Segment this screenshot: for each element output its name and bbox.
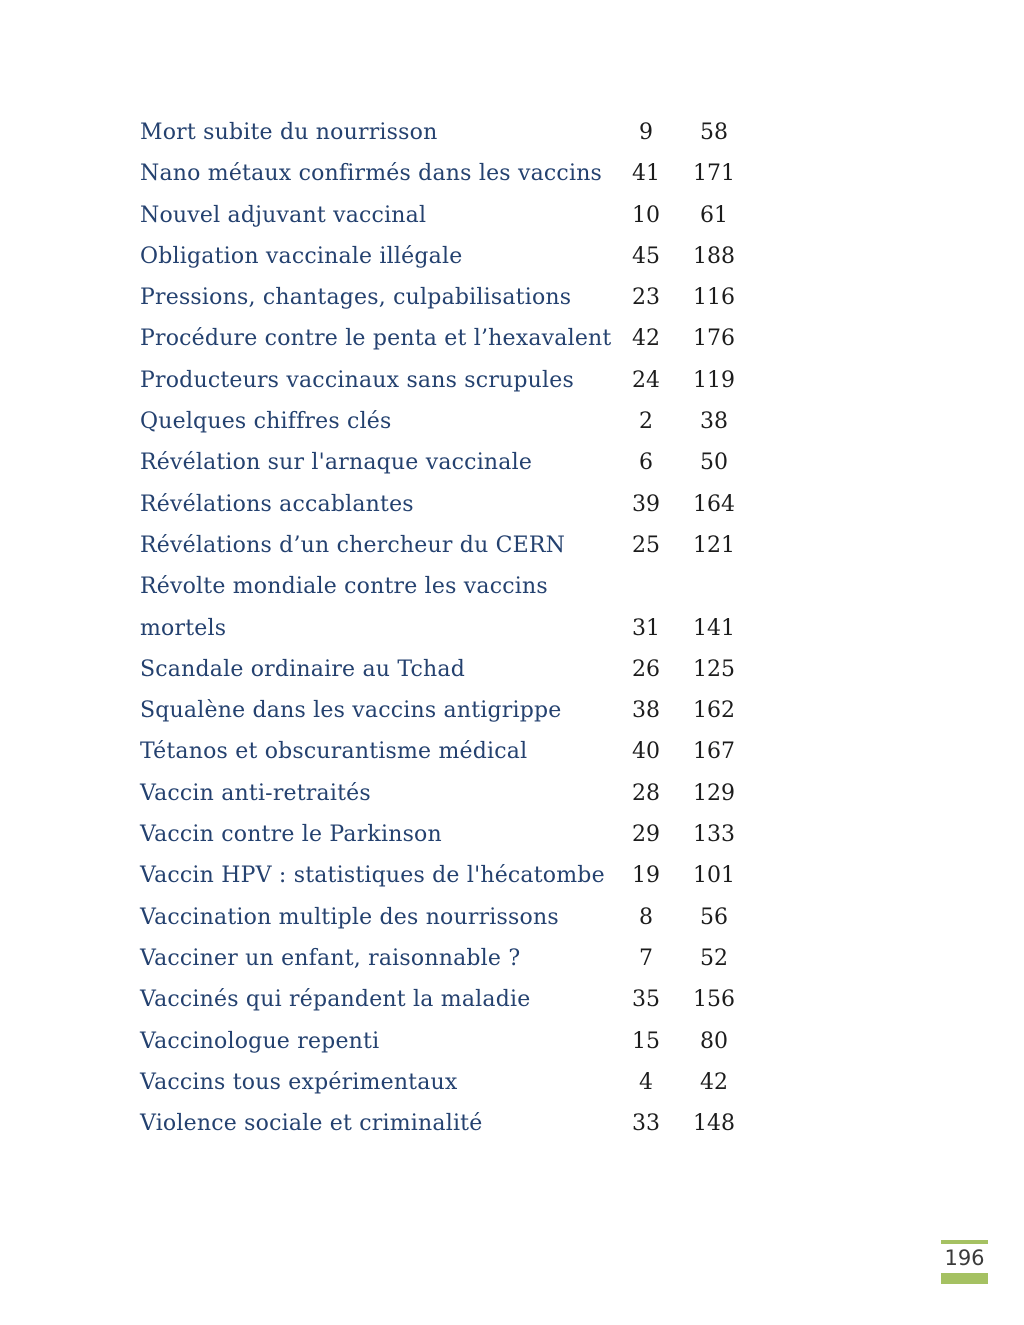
toc-entry-chapter-number: 28 [632, 780, 660, 806]
footer-bottom-bar [941, 1273, 988, 1284]
toc-entry-chapter-number: 7 [639, 945, 653, 971]
toc-entry-page-number: 56 [700, 904, 728, 930]
toc-entry-chapter-number: 29 [632, 822, 660, 848]
toc-entry-page-number: 119 [693, 367, 735, 393]
toc-entry-title: mortels [140, 615, 227, 641]
toc-entry-line [140, 318, 750, 359]
toc-entry-line [140, 525, 750, 566]
toc-entry-page-number: 148 [693, 1111, 735, 1137]
toc-entry-line [140, 360, 750, 401]
toc-entry-chapter-number: 38 [632, 698, 660, 724]
toc-entry-page-number: 141 [693, 615, 735, 641]
toc-entry-chapter-number: 19 [632, 863, 660, 889]
toc-entry-title: Révolte mondiale contre les vaccins [140, 574, 548, 600]
toc-entry-title: Quelques chiffres clés [140, 409, 392, 435]
toc-entry-line [140, 855, 750, 896]
toc-entry-line [140, 484, 750, 525]
toc-entry-page-number: 162 [693, 698, 735, 724]
toc-entry-chapter-number [614, 566, 678, 607]
toc-entry-title: Violence sociale et criminalité [140, 1111, 483, 1137]
toc-entry-title: Révélations accablantes [140, 491, 414, 517]
toc-entry-page-number: 167 [693, 739, 735, 765]
toc-entry-chapter-number: 45 [632, 243, 660, 269]
page-number: 196 [944, 1246, 985, 1270]
toc-entry-chapter-number: 41 [632, 161, 660, 187]
toc-entry-title: Nano métaux confirmés dans les vaccins [140, 161, 603, 187]
toc-entry-title: Tétanos et obscurantisme médical [140, 739, 528, 765]
toc-entry-page-number: 50 [700, 450, 728, 476]
toc-entry-page-number: 58 [700, 120, 728, 145]
toc-entry-page-number [678, 566, 750, 607]
toc-entry-title: Vaccinés qui répandent la maladie [140, 987, 531, 1013]
toc-entry-chapter-number: 35 [632, 987, 660, 1013]
toc-entry-title: Squalène dans les vaccins antigrippe [140, 698, 562, 724]
toc-entry-title: Révélation sur l'arnaque vaccinale [140, 450, 533, 476]
toc-entry-line [140, 938, 750, 979]
toc-entry-line [140, 773, 750, 814]
toc-entry-chapter-number: 42 [632, 326, 660, 352]
toc-entry-page-number: 101 [693, 863, 735, 889]
toc-entry-line [140, 897, 750, 938]
toc-entry-page-number: 188 [693, 243, 735, 269]
toc-entry-chapter-number: 31 [632, 615, 660, 641]
toc-entry-chapter-number: 23 [632, 285, 660, 311]
toc-entry-page-number: 116 [693, 285, 735, 311]
toc-entry-title: Nouvel adjuvant vaccinal [140, 202, 427, 228]
toc-entry-page-number: 171 [693, 161, 735, 187]
toc-entry-line [140, 442, 750, 483]
toc-entry-chapter-number: 24 [632, 367, 660, 393]
toc-entry-line [140, 153, 750, 194]
toc-entry-page-number: 38 [700, 409, 728, 435]
toc-entry-chapter-number: 25 [632, 532, 660, 558]
toc-entry-page-number: 164 [693, 491, 735, 517]
page-footer [941, 1240, 988, 1284]
toc-entry-title: Producteurs vaccinaux sans scrupules [140, 367, 574, 393]
toc-entry-page-number: 176 [693, 326, 735, 352]
toc-entry-title: Vaccin contre le Parkinson [140, 822, 442, 848]
toc-entry-line [140, 979, 750, 1020]
toc-entry-page-number: 52 [700, 945, 728, 971]
toc-entry-line [140, 690, 750, 731]
toc-entry-line [140, 112, 750, 153]
toc-entry-line [140, 1103, 750, 1144]
toc-entry-line [140, 236, 750, 277]
toc-entry-title: Vacciner un enfant, raisonnable ? [140, 945, 521, 971]
toc-entry-title: Vaccinologue repenti [140, 1028, 380, 1054]
toc-entry-chapter-number: 15 [632, 1028, 660, 1054]
toc-entry-line [140, 1062, 750, 1103]
toc-entry-chapter-number: 40 [632, 739, 660, 765]
toc-entry-line [140, 566, 750, 607]
toc-entry-title: Obligation vaccinale illégale [140, 243, 463, 269]
toc-entry-chapter-number: 33 [632, 1111, 660, 1137]
toc-entry-line [140, 649, 750, 690]
toc-entry-title: Vaccin HPV : statistiques de l'hécatombe [140, 863, 605, 889]
toc-entry-chapter-number: 4 [639, 1069, 653, 1095]
toc-entry-page-number: 121 [693, 532, 735, 558]
toc-entry-title: Vaccin anti-retraités [140, 780, 371, 806]
toc-entry-line [140, 608, 750, 649]
toc-entry-line [140, 277, 750, 318]
toc-entry-page-number: 133 [693, 822, 735, 848]
toc-entry-chapter-number: 26 [632, 656, 660, 682]
toc-entry-line [140, 195, 750, 236]
toc-entry-line [140, 401, 750, 442]
toc-entry-page-number: 125 [693, 656, 735, 682]
toc-entry-chapter-number: 10 [632, 202, 660, 228]
toc-entry-title: Procédure contre le penta et l’hexavalent [140, 326, 612, 352]
toc-entry-page-number: 42 [700, 1069, 728, 1095]
toc-entry-page-number: 156 [693, 987, 735, 1013]
toc-entry-chapter-number: 6 [639, 450, 653, 476]
toc-entry-title: Mort subite du nourrisson [140, 120, 438, 145]
toc-entry-title: Vaccination multiple des nourrissons [140, 904, 559, 930]
toc-entry-line [140, 814, 750, 855]
toc-entry-title: Scandale ordinaire au Tchad [140, 656, 465, 682]
toc-entry-line [140, 731, 750, 772]
toc-entry-chapter-number: 9 [639, 120, 653, 145]
toc-entry-chapter-number: 8 [639, 904, 653, 930]
toc-entry-title: Vaccins tous expérimentaux [140, 1069, 458, 1095]
toc-entry-chapter-number: 39 [632, 491, 660, 517]
toc-entry-line [140, 1021, 750, 1062]
toc-list [140, 112, 750, 1144]
toc-entry-chapter-number: 2 [639, 409, 653, 435]
toc-entry-page-number: 80 [700, 1028, 728, 1054]
toc-entry-title: Révélations d’un chercheur du CERN [140, 532, 566, 558]
toc-entry-page-number: 61 [700, 202, 728, 228]
toc-entry-title: Pressions, chantages, culpabilisations [140, 285, 572, 311]
toc-entry-page-number: 129 [693, 780, 735, 806]
